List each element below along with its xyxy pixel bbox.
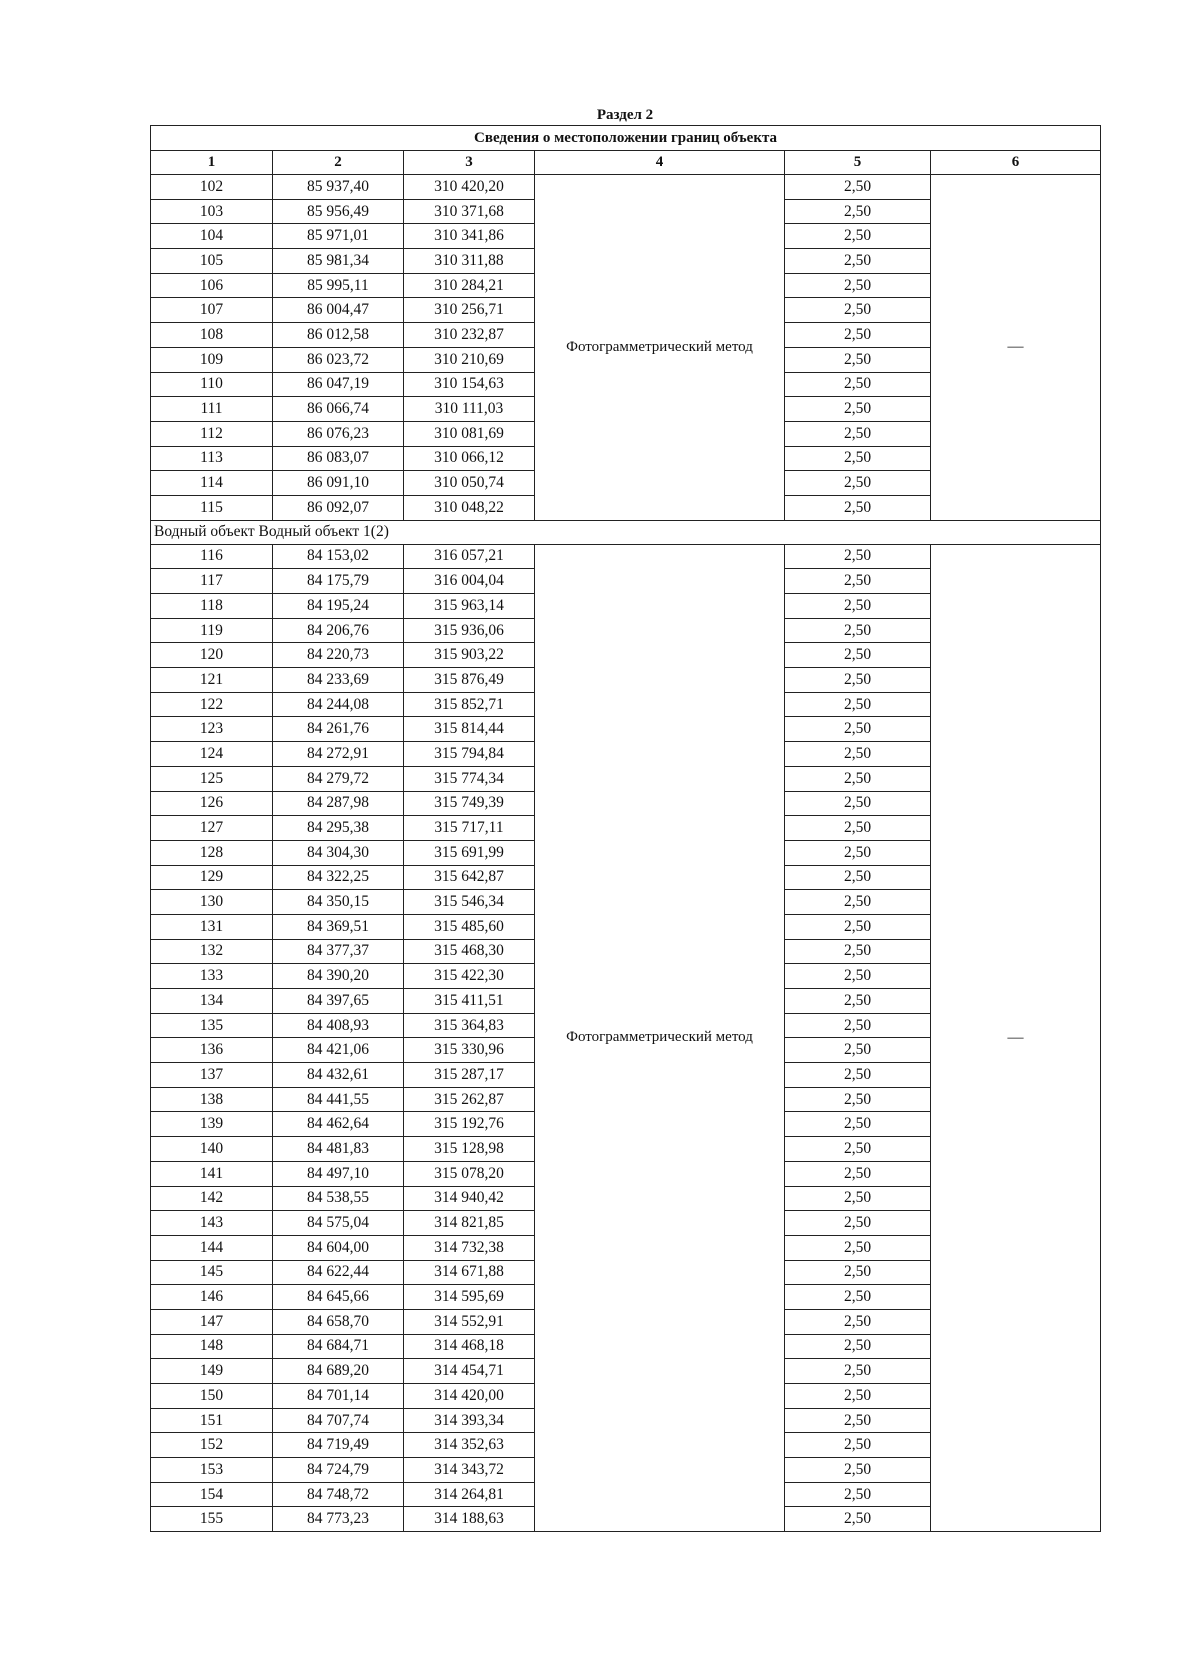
x-coordinate-cell: 84 689,20 xyxy=(273,1359,404,1384)
accuracy-cell: 2,50 xyxy=(785,1038,931,1063)
y-coordinate-cell: 315 642,87 xyxy=(404,865,535,890)
x-coordinate-cell: 84 575,04 xyxy=(273,1211,404,1236)
y-coordinate-cell: 310 420,20 xyxy=(404,175,535,200)
x-coordinate-cell: 84 421,06 xyxy=(273,1038,404,1063)
point-number-cell: 102 xyxy=(151,175,273,200)
accuracy-cell: 2,50 xyxy=(785,914,931,939)
point-number-cell: 137 xyxy=(151,1063,273,1088)
point-number-cell: 144 xyxy=(151,1235,273,1260)
accuracy-cell: 2,50 xyxy=(785,1433,931,1458)
y-coordinate-cell: 315 814,44 xyxy=(404,717,535,742)
x-coordinate-cell: 84 432,61 xyxy=(273,1063,404,1088)
y-coordinate-cell: 310 371,68 xyxy=(404,199,535,224)
x-coordinate-cell: 84 604,00 xyxy=(273,1235,404,1260)
x-coordinate-cell: 85 995,11 xyxy=(273,273,404,298)
point-number-cell: 103 xyxy=(151,199,273,224)
point-number-cell: 129 xyxy=(151,865,273,890)
accuracy-cell: 2,50 xyxy=(785,446,931,471)
accuracy-cell: 2,50 xyxy=(785,1359,931,1384)
x-coordinate-cell: 84 369,51 xyxy=(273,914,404,939)
y-coordinate-cell: 314 352,63 xyxy=(404,1433,535,1458)
x-coordinate-cell: 84 287,98 xyxy=(273,791,404,816)
y-coordinate-cell: 315 330,96 xyxy=(404,1038,535,1063)
accuracy-cell: 2,50 xyxy=(785,1235,931,1260)
y-coordinate-cell: 315 852,71 xyxy=(404,692,535,717)
point-number-cell: 127 xyxy=(151,816,273,841)
point-number-cell: 149 xyxy=(151,1359,273,1384)
x-coordinate-cell: 85 981,34 xyxy=(273,249,404,274)
x-coordinate-cell: 84 233,69 xyxy=(273,668,404,693)
accuracy-cell: 2,50 xyxy=(785,569,931,594)
y-coordinate-cell: 316 057,21 xyxy=(404,544,535,569)
accuracy-cell: 2,50 xyxy=(785,1334,931,1359)
x-coordinate-cell: 84 295,38 xyxy=(273,816,404,841)
x-coordinate-cell: 84 684,71 xyxy=(273,1334,404,1359)
point-number-cell: 147 xyxy=(151,1309,273,1334)
y-coordinate-cell: 315 411,51 xyxy=(404,989,535,1014)
point-number-cell: 125 xyxy=(151,766,273,791)
accuracy-cell: 2,50 xyxy=(785,840,931,865)
y-coordinate-cell: 310 210,69 xyxy=(404,347,535,372)
x-coordinate-cell: 86 092,07 xyxy=(273,495,404,520)
column-number: 5 xyxy=(785,151,931,175)
accuracy-cell: 2,50 xyxy=(785,643,931,668)
point-number-cell: 145 xyxy=(151,1260,273,1285)
x-coordinate-cell: 86 023,72 xyxy=(273,347,404,372)
accuracy-cell: 2,50 xyxy=(785,495,931,520)
x-coordinate-cell: 84 748,72 xyxy=(273,1482,404,1507)
point-number-cell: 134 xyxy=(151,989,273,1014)
y-coordinate-cell: 315 749,39 xyxy=(404,791,535,816)
x-coordinate-cell: 85 937,40 xyxy=(273,175,404,200)
y-coordinate-cell: 315 364,83 xyxy=(404,1013,535,1038)
x-coordinate-cell: 86 047,19 xyxy=(273,372,404,397)
point-number-cell: 113 xyxy=(151,446,273,471)
point-number-cell: 150 xyxy=(151,1384,273,1409)
section-label: Водный объект Водный объект 1(2) xyxy=(151,520,1101,544)
y-coordinate-cell: 315 422,30 xyxy=(404,964,535,989)
accuracy-cell: 2,50 xyxy=(785,989,931,1014)
point-number-cell: 130 xyxy=(151,890,273,915)
column6-cell: — xyxy=(931,544,1101,1532)
x-coordinate-cell: 84 441,55 xyxy=(273,1087,404,1112)
point-number-cell: 155 xyxy=(151,1507,273,1532)
accuracy-cell: 2,50 xyxy=(785,1013,931,1038)
x-coordinate-cell: 84 773,23 xyxy=(273,1507,404,1532)
column-number: 6 xyxy=(931,151,1101,175)
point-number-cell: 104 xyxy=(151,224,273,249)
point-number-cell: 126 xyxy=(151,791,273,816)
point-number-cell: 148 xyxy=(151,1334,273,1359)
accuracy-cell: 2,50 xyxy=(785,273,931,298)
y-coordinate-cell: 315 192,76 xyxy=(404,1112,535,1137)
accuracy-cell: 2,50 xyxy=(785,742,931,767)
x-coordinate-cell: 84 658,70 xyxy=(273,1309,404,1334)
x-coordinate-cell: 84 350,15 xyxy=(273,890,404,915)
accuracy-cell: 2,50 xyxy=(785,1408,931,1433)
x-coordinate-cell: 84 462,64 xyxy=(273,1112,404,1137)
accuracy-cell: 2,50 xyxy=(785,865,931,890)
point-number-cell: 108 xyxy=(151,323,273,348)
x-coordinate-cell: 84 322,25 xyxy=(273,865,404,890)
y-coordinate-cell: 315 128,98 xyxy=(404,1137,535,1162)
y-coordinate-cell: 310 081,69 xyxy=(404,421,535,446)
y-coordinate-cell: 314 188,63 xyxy=(404,1507,535,1532)
x-coordinate-cell: 84 719,49 xyxy=(273,1433,404,1458)
y-coordinate-cell: 314 732,38 xyxy=(404,1235,535,1260)
x-coordinate-cell: 84 206,76 xyxy=(273,618,404,643)
y-coordinate-cell: 310 154,63 xyxy=(404,372,535,397)
y-coordinate-cell: 315 876,49 xyxy=(404,668,535,693)
accuracy-cell: 2,50 xyxy=(785,1260,931,1285)
x-coordinate-cell: 85 971,01 xyxy=(273,224,404,249)
column6-cell: — xyxy=(931,175,1101,521)
table-title-row xyxy=(151,126,1101,151)
x-coordinate-cell: 84 272,91 xyxy=(273,742,404,767)
point-number-cell: 128 xyxy=(151,840,273,865)
y-coordinate-cell: 310 048,22 xyxy=(404,495,535,520)
x-coordinate-cell: 84 497,10 xyxy=(273,1161,404,1186)
column-number: 1 xyxy=(151,151,273,175)
x-coordinate-cell: 84 390,20 xyxy=(273,964,404,989)
point-number-cell: 133 xyxy=(151,964,273,989)
y-coordinate-cell: 314 468,18 xyxy=(404,1334,535,1359)
y-coordinate-cell: 310 256,71 xyxy=(404,298,535,323)
accuracy-cell: 2,50 xyxy=(785,544,931,569)
point-number-cell: 123 xyxy=(151,717,273,742)
y-coordinate-cell: 315 691,99 xyxy=(404,840,535,865)
accuracy-cell: 2,50 xyxy=(785,1186,931,1211)
accuracy-cell: 2,50 xyxy=(785,816,931,841)
y-coordinate-cell: 315 287,17 xyxy=(404,1063,535,1088)
accuracy-cell: 2,50 xyxy=(785,1112,931,1137)
point-number-cell: 131 xyxy=(151,914,273,939)
y-coordinate-cell: 314 420,00 xyxy=(404,1384,535,1409)
section-row xyxy=(151,520,1101,544)
accuracy-cell: 2,50 xyxy=(785,939,931,964)
y-coordinate-cell: 310 311,88 xyxy=(404,249,535,274)
accuracy-cell: 2,50 xyxy=(785,372,931,397)
y-coordinate-cell: 314 595,69 xyxy=(404,1285,535,1310)
y-coordinate-cell: 314 671,88 xyxy=(404,1260,535,1285)
x-coordinate-cell: 86 012,58 xyxy=(273,323,404,348)
point-number-cell: 132 xyxy=(151,939,273,964)
y-coordinate-cell: 310 066,12 xyxy=(404,446,535,471)
point-number-cell: 143 xyxy=(151,1211,273,1236)
accuracy-cell: 2,50 xyxy=(785,1482,931,1507)
y-coordinate-cell: 310 050,74 xyxy=(404,471,535,496)
accuracy-cell: 2,50 xyxy=(785,1211,931,1236)
y-coordinate-cell: 314 552,91 xyxy=(404,1309,535,1334)
accuracy-cell: 2,50 xyxy=(785,397,931,422)
y-coordinate-cell: 314 343,72 xyxy=(404,1458,535,1483)
accuracy-cell: 2,50 xyxy=(785,1161,931,1186)
y-coordinate-cell: 315 485,60 xyxy=(404,914,535,939)
point-number-cell: 119 xyxy=(151,618,273,643)
accuracy-cell: 2,50 xyxy=(785,1458,931,1483)
accuracy-cell: 2,50 xyxy=(785,964,931,989)
x-coordinate-cell: 84 220,73 xyxy=(273,643,404,668)
point-number-cell: 112 xyxy=(151,421,273,446)
accuracy-cell: 2,50 xyxy=(785,1087,931,1112)
accuracy-cell: 2,50 xyxy=(785,717,931,742)
accuracy-cell: 2,50 xyxy=(785,1063,931,1088)
point-number-cell: 153 xyxy=(151,1458,273,1483)
point-number-cell: 118 xyxy=(151,594,273,619)
accuracy-cell: 2,50 xyxy=(785,323,931,348)
x-coordinate-cell: 86 083,07 xyxy=(273,446,404,471)
y-coordinate-cell: 315 774,34 xyxy=(404,766,535,791)
x-coordinate-cell: 84 481,83 xyxy=(273,1137,404,1162)
page-title: Раздел 2 xyxy=(596,107,654,123)
accuracy-cell: 2,50 xyxy=(785,249,931,274)
accuracy-cell: 2,50 xyxy=(785,421,931,446)
point-number-cell: 121 xyxy=(151,668,273,693)
point-number-cell: 120 xyxy=(151,643,273,668)
point-number-cell: 111 xyxy=(151,397,273,422)
accuracy-cell: 2,50 xyxy=(785,224,931,249)
y-coordinate-cell: 314 454,71 xyxy=(404,1359,535,1384)
accuracy-cell: 2,50 xyxy=(785,766,931,791)
x-coordinate-cell: 84 304,30 xyxy=(273,840,404,865)
x-coordinate-cell: 84 707,74 xyxy=(273,1408,404,1433)
x-coordinate-cell: 84 701,14 xyxy=(273,1384,404,1409)
point-number-cell: 105 xyxy=(151,249,273,274)
point-number-cell: 152 xyxy=(151,1433,273,1458)
accuracy-cell: 2,50 xyxy=(785,199,931,224)
x-coordinate-cell: 84 397,65 xyxy=(273,989,404,1014)
x-coordinate-cell: 84 261,76 xyxy=(273,717,404,742)
y-coordinate-cell: 315 078,20 xyxy=(404,1161,535,1186)
x-coordinate-cell: 86 066,74 xyxy=(273,397,404,422)
accuracy-cell: 2,50 xyxy=(785,668,931,693)
y-coordinate-cell: 310 284,21 xyxy=(404,273,535,298)
y-coordinate-cell: 315 794,84 xyxy=(404,742,535,767)
point-number-cell: 136 xyxy=(151,1038,273,1063)
accuracy-cell: 2,50 xyxy=(785,1507,931,1532)
column-number-row xyxy=(151,151,1101,175)
point-number-cell: 154 xyxy=(151,1482,273,1507)
point-number-cell: 106 xyxy=(151,273,273,298)
x-coordinate-cell: 84 622,44 xyxy=(273,1260,404,1285)
accuracy-cell: 2,50 xyxy=(785,890,931,915)
accuracy-cell: 2,50 xyxy=(785,347,931,372)
method-cell: Фотограмметрический метод xyxy=(535,175,785,521)
point-number-cell: 138 xyxy=(151,1087,273,1112)
x-coordinate-cell: 86 076,23 xyxy=(273,421,404,446)
point-number-cell: 151 xyxy=(151,1408,273,1433)
y-coordinate-cell: 314 264,81 xyxy=(404,1482,535,1507)
accuracy-cell: 2,50 xyxy=(785,1309,931,1334)
x-coordinate-cell: 84 244,08 xyxy=(273,692,404,717)
x-coordinate-cell: 84 279,72 xyxy=(273,766,404,791)
point-number-cell: 146 xyxy=(151,1285,273,1310)
y-coordinate-cell: 315 936,06 xyxy=(404,618,535,643)
point-number-cell: 107 xyxy=(151,298,273,323)
point-number-cell: 114 xyxy=(151,471,273,496)
y-coordinate-cell: 316 004,04 xyxy=(404,569,535,594)
x-coordinate-cell: 86 091,10 xyxy=(273,471,404,496)
point-number-cell: 109 xyxy=(151,347,273,372)
accuracy-cell: 2,50 xyxy=(785,471,931,496)
y-coordinate-cell: 310 111,03 xyxy=(404,397,535,422)
accuracy-cell: 2,50 xyxy=(785,1384,931,1409)
x-coordinate-cell: 84 645,66 xyxy=(273,1285,404,1310)
y-coordinate-cell: 315 717,11 xyxy=(404,816,535,841)
accuracy-cell: 2,50 xyxy=(785,1137,931,1162)
y-coordinate-cell: 314 821,85 xyxy=(404,1211,535,1236)
point-number-cell: 122 xyxy=(151,692,273,717)
x-coordinate-cell: 84 724,79 xyxy=(273,1458,404,1483)
point-number-cell: 117 xyxy=(151,569,273,594)
boundary-coordinates-table xyxy=(150,125,1101,1532)
accuracy-cell: 2,50 xyxy=(785,175,931,200)
y-coordinate-cell: 315 262,87 xyxy=(404,1087,535,1112)
column-number: 4 xyxy=(535,151,785,175)
x-coordinate-cell: 84 408,93 xyxy=(273,1013,404,1038)
point-number-cell: 116 xyxy=(151,544,273,569)
y-coordinate-cell: 314 393,34 xyxy=(404,1408,535,1433)
point-number-cell: 139 xyxy=(151,1112,273,1137)
accuracy-cell: 2,50 xyxy=(785,1285,931,1310)
accuracy-cell: 2,50 xyxy=(785,618,931,643)
point-number-cell: 115 xyxy=(151,495,273,520)
accuracy-cell: 2,50 xyxy=(785,594,931,619)
y-coordinate-cell: 315 903,22 xyxy=(404,643,535,668)
y-coordinate-cell: 310 341,86 xyxy=(404,224,535,249)
x-coordinate-cell: 84 153,02 xyxy=(273,544,404,569)
table-title: Сведения о местоположении границ объекта xyxy=(151,126,1101,151)
accuracy-cell: 2,50 xyxy=(785,791,931,816)
x-coordinate-cell: 86 004,47 xyxy=(273,298,404,323)
point-number-cell: 110 xyxy=(151,372,273,397)
accuracy-cell: 2,50 xyxy=(785,298,931,323)
table-row xyxy=(151,544,1101,569)
y-coordinate-cell: 315 963,14 xyxy=(404,594,535,619)
point-number-cell: 141 xyxy=(151,1161,273,1186)
point-number-cell: 135 xyxy=(151,1013,273,1038)
x-coordinate-cell: 84 377,37 xyxy=(273,939,404,964)
y-coordinate-cell: 315 546,34 xyxy=(404,890,535,915)
y-coordinate-cell: 310 232,87 xyxy=(404,323,535,348)
column-number: 3 xyxy=(404,151,535,175)
accuracy-cell: 2,50 xyxy=(785,692,931,717)
x-coordinate-cell: 84 175,79 xyxy=(273,569,404,594)
y-coordinate-cell: 315 468,30 xyxy=(404,939,535,964)
x-coordinate-cell: 84 538,55 xyxy=(273,1186,404,1211)
method-cell: Фотограмметрический метод xyxy=(535,544,785,1532)
column-number: 2 xyxy=(273,151,404,175)
point-number-cell: 142 xyxy=(151,1186,273,1211)
y-coordinate-cell: 314 940,42 xyxy=(404,1186,535,1211)
x-coordinate-cell: 85 956,49 xyxy=(273,199,404,224)
table-row xyxy=(151,175,1101,200)
point-number-cell: 140 xyxy=(151,1137,273,1162)
x-coordinate-cell: 84 195,24 xyxy=(273,594,404,619)
point-number-cell: 124 xyxy=(151,742,273,767)
